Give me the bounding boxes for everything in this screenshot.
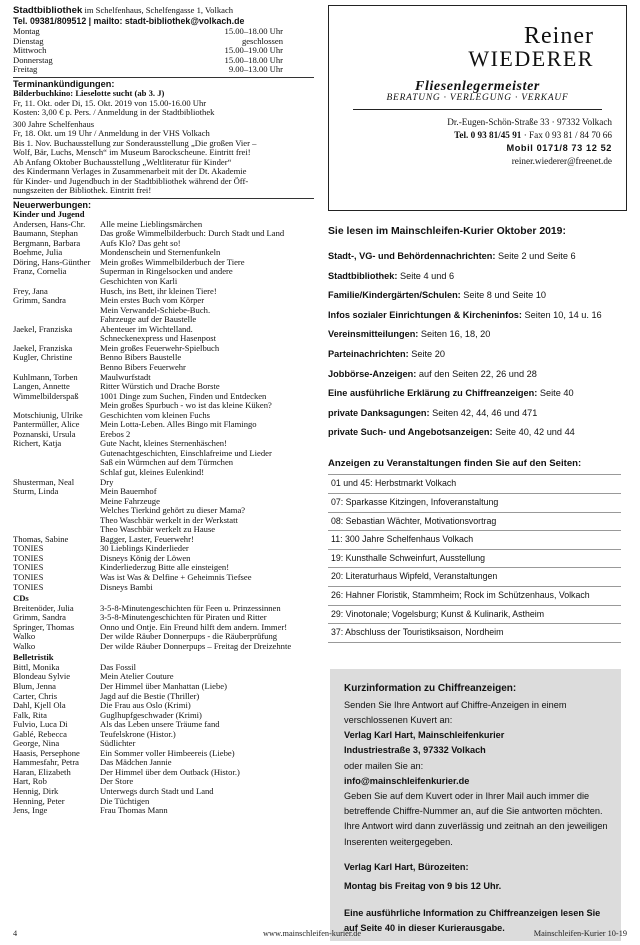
book-author <box>13 334 100 344</box>
book-title: Kinderliederzug Bitte alle einsteigen! <box>100 563 230 573</box>
chiffre-heading: Kurzinformation zu Chiffreanzeigen: <box>344 682 517 694</box>
book-title: Onno und Ontje. Ein Freund hilft dem andern. Immer! <box>100 622 288 632</box>
office-hours: Montag bis Freitag von 9 bis 12 Uhr. <box>344 881 502 892</box>
book-title: 3-5-8-Minutengeschichten für Feen u. Prinzessinnen <box>100 603 281 613</box>
kids-book-row <box>13 468 314 478</box>
schelfenhaus-line: Fr, 18. Okt. um 19 Uhr / Anmeldung in der VHS Volkach <box>13 128 210 139</box>
kids-book-row <box>13 401 314 411</box>
book-author: Kugler, Christine <box>13 353 73 363</box>
kids-book-row <box>13 583 314 593</box>
overview-item <box>328 325 627 345</box>
book-author <box>13 315 100 325</box>
book-title: Welches Tierkind gehört zu dieser Mama? <box>100 506 246 516</box>
book-author <box>13 458 100 468</box>
schelfenhaus-heading: 300 Jahre Schelfenhaus <box>13 118 95 129</box>
event-row: 01 und 45: Herbstmarkt Volkach <box>328 475 621 494</box>
book-title: Husch, ins Bett, ihr kleinen Tiere! <box>100 286 217 296</box>
library-contact[interactable]: Tel. 09381/809512 | mailto: stadt-bibliothek@volkach.de <box>13 15 245 26</box>
overview-pages: Seite 20 <box>408 348 445 359</box>
ad-profession: Fliesenlegermeister <box>415 79 540 94</box>
book-author: Baumann, Stephan <box>13 229 78 239</box>
overview-item <box>328 423 627 443</box>
book-title: Theo Waschbär werkelt in der Werkstatt <box>100 515 238 525</box>
schelfenhaus-line: für Kinder- und Jugendbuch in der Stadtbibliothek während der Öff- <box>13 175 249 186</box>
kids-book-row <box>13 449 314 459</box>
hours-time: 15.00–18.00 Uhr <box>224 26 283 37</box>
kids-list <box>13 220 314 592</box>
kids-book-row <box>13 544 314 554</box>
kids-book-row <box>13 411 314 421</box>
kids-book-row <box>13 239 314 249</box>
kids-book-row <box>13 229 314 239</box>
kids-book-row <box>13 439 314 449</box>
book-title: Die Tüchtigen <box>100 796 150 806</box>
kids-book-row <box>13 392 314 402</box>
events-heading: Anzeigen zu Veranstaltungen finden Sie auf den Seiten: <box>328 457 582 469</box>
ad-mobile: Mobil 0171/8 73 12 52 <box>506 143 612 154</box>
fiction-row <box>13 777 314 787</box>
book-title: Theo Waschbär werkelt zu Hause <box>100 525 216 535</box>
book-title: Meine Fahrzeuge <box>100 496 160 506</box>
fiction-row <box>13 711 314 721</box>
overview-item <box>328 384 627 404</box>
book-author: Dahl, Kjell Ola <box>13 701 66 711</box>
book-title: Ritter Würstich und Drache Borste <box>100 382 220 392</box>
office-hours-heading: Verlag Karl Hart, Bürozeiten: <box>344 861 469 872</box>
book-author: Walko <box>13 641 36 651</box>
book-title: Das Mädchen Jannie <box>100 758 172 768</box>
book-title: Mein Lotta-Leben. Alles Bingo mit Flamingo <box>100 420 257 430</box>
event-row: 20: Literaturhaus Wipfeld, Veranstaltungen <box>328 568 621 587</box>
overview-label: Parteinachrichten: <box>328 348 409 359</box>
kino-line: Fr, 11. Okt. oder Di, 15. Okt. 2019 von 15.00-16.00 Uhr <box>13 97 207 108</box>
fiction-row <box>13 739 314 749</box>
book-author: Fulvio, Luca Di <box>13 720 68 730</box>
overview-pages: Seite 8 und Seite 10 <box>460 290 547 301</box>
overview-pages: Seite 4 und 6 <box>397 270 455 281</box>
hours-day: Dienstag <box>13 35 44 46</box>
kino-details <box>13 99 314 118</box>
chiffre-intro: Senden Sie Ihre Antwort auf Chiffre-Anzeigen in einem verschlossenen Kuvert an: <box>344 699 567 726</box>
schelfenhaus-details <box>13 129 314 196</box>
kids-book-row <box>13 315 314 325</box>
kids-book-row <box>13 382 314 392</box>
cd-list <box>13 604 314 652</box>
book-author: Bergmann, Barbara <box>13 238 81 248</box>
book-author: Blum, Jenna <box>13 682 56 691</box>
kids-book-row <box>13 535 314 545</box>
kids-book-row <box>13 277 314 287</box>
book-author <box>13 468 100 478</box>
hours-day: Donnerstag <box>13 54 53 65</box>
kids-book-row <box>13 258 314 268</box>
fiction-row <box>13 720 314 730</box>
book-title: Disneys Bambi <box>100 582 153 592</box>
overview-list <box>328 247 627 443</box>
kids-book-row <box>13 420 314 430</box>
book-author: Walko <box>13 632 36 642</box>
book-title: Unterwegs durch Stadt und Land <box>100 787 214 797</box>
book-title: Jagd auf die Bestie (Thriller) <box>100 691 200 701</box>
ad-name-last: WIEDERER <box>468 46 594 71</box>
chiffre-or: oder mailen Sie an: <box>344 760 424 771</box>
schelfenhaus-line: Bis 1. Nov. Buchausstellung zur Sonderausstellung „Die großen Vier – <box>13 137 257 148</box>
overview-item <box>328 365 627 385</box>
wiederer-ad <box>328 5 627 211</box>
kids-book-row <box>13 516 314 526</box>
book-title: Die Frau aus Oslo (Krimi) <box>100 701 191 711</box>
kids-book-row <box>13 248 314 258</box>
overview-label: Familie/Kindergärten/Schulen: <box>328 290 461 301</box>
page-number: 4 <box>13 929 18 938</box>
book-author: Breitenöder, Julia <box>13 603 74 613</box>
book-author: TONIES <box>13 572 44 582</box>
overview-item <box>328 286 627 306</box>
overview-label: Jobbörse-Anzeigen: <box>328 368 417 379</box>
fiction-list <box>13 663 314 816</box>
hours-time: 15.00–19.00 Uhr <box>224 45 283 56</box>
event-row: 26: Hahner Floristik, Stammheim; Rock im Schützenhaus, Volkach <box>328 587 621 606</box>
event-row: 37: Abschluss der Touristiksaison, Nordheim <box>328 624 621 643</box>
book-author: Springer, Thomas <box>13 622 75 632</box>
book-title: Schlaf gut, kleines Eulenkind! <box>100 467 205 477</box>
overview-item <box>328 404 627 424</box>
ad-divider <box>353 109 602 110</box>
overview-label: Stadtbibliothek: <box>328 270 398 281</box>
book-title: Mondenschein und Sternenfunkeln <box>100 248 221 258</box>
schelfenhaus-line: Ab Anfang Oktober Buchausstellung „Weltliteratur für Kinder“ <box>13 156 232 167</box>
book-author: Henning, Peter <box>13 796 65 806</box>
kids-book-row <box>13 506 314 516</box>
book-title: Das große Wimmelbilderbuch: Durch Stadt und Land <box>100 229 285 239</box>
overview-item <box>328 267 627 287</box>
book-author: Richert, Katja <box>13 439 62 449</box>
event-row: 19: Kunsthalle Schweinfurt, Ausstellung <box>328 550 621 569</box>
kids-book-row <box>13 563 314 573</box>
overview-label: private Danksagungen: <box>328 407 430 418</box>
book-title: Schneckenexpress und Hasenpost <box>100 334 216 344</box>
book-author: TONIES <box>13 544 44 554</box>
fiction-row <box>13 692 314 702</box>
ad-address: Dr.-Eugen-Schön-Straße 33 · 97332 Volkach <box>447 117 612 128</box>
book-title: Der Store <box>100 777 134 787</box>
book-title: Maulwurfstadt <box>100 372 151 382</box>
overview-item <box>328 247 627 267</box>
book-title: Mein Bauernhof <box>100 487 157 497</box>
overview-item <box>328 345 627 365</box>
kids-heading: Kinder und Jugend <box>13 209 85 220</box>
book-author: Grimm, Sandra <box>13 296 66 306</box>
book-title: Superman in Ringelsocken und andere <box>100 267 233 277</box>
book-title: Gute Nacht, kleines Sternenhäschen! <box>100 439 227 449</box>
book-title: Der Himmel über dem Outback (Histor.) <box>100 767 240 777</box>
book-author <box>13 401 100 411</box>
book-title: 3-5-8-Minutengeschichten für Piraten und Ritter <box>100 613 267 623</box>
book-author <box>13 306 100 316</box>
book-author: Kuhlmann, Torben <box>13 372 78 382</box>
fiction-row <box>13 758 314 768</box>
book-title: Teufelskrone (Histor.) <box>100 729 176 739</box>
kids-book-row <box>13 573 314 583</box>
overview-label: Eine ausführliche Erklärung zu Chiffreanzeigen: <box>328 388 538 399</box>
footer-issue: Mainschleifen-Kurier 10-19 <box>533 929 627 938</box>
kids-book-row <box>13 306 314 316</box>
kids-book-row <box>13 373 314 383</box>
book-author: TONIES <box>13 563 44 573</box>
book-title: Als das Leben unsere Träume fand <box>100 720 220 730</box>
ad-email[interactable]: reiner.wiederer@freenet.de <box>511 156 612 167</box>
kids-book-row <box>13 220 314 230</box>
book-title: Mein erstes Buch vom Körper <box>100 296 205 306</box>
chiffre-instructions: Geben Sie auf dem Kuvert oder in Ihrer Mail auch immer die betreffende Chiffre-Nummer an, auf die Sie antworten möchten. Ihre Antwort wird dann zuverlässig und zeitnah an den jeweiligen Inserenten weitergegeben. <box>344 791 608 847</box>
issue-overview <box>322 225 627 443</box>
schelfenhaus-line: des Kindermann Verlages in Zusammenarbeit mit der Dt. Akademie <box>13 166 247 177</box>
cd-row <box>13 613 314 623</box>
kids-book-row <box>13 353 314 363</box>
book-title: Der wilde Räuber Donnerpups - die Räuberprüfung <box>100 632 278 642</box>
library-title: Stadtbibliothek im Schelfenhaus, Schelfengasse 1, Volkach <box>13 5 234 16</box>
book-title: Abenteuer im Wichtelland. <box>100 324 193 334</box>
overview-pages: Seite 2 und Seite 6 <box>495 251 576 261</box>
overview-label: Vereinsmitteilungen: <box>328 329 419 340</box>
book-author: Sturm, Linda <box>13 487 59 497</box>
book-author: Andersen, Hans-Chr. <box>13 219 86 229</box>
book-author: Pantermüller, Alice <box>13 420 80 430</box>
chiffre-info-box <box>330 669 621 941</box>
book-title: Mein großes Wimmelbilderbuch der Tiere <box>100 257 245 267</box>
right-column <box>322 5 627 941</box>
book-title: Geschichten vom kleinen Fuchs <box>100 410 211 420</box>
kids-book-row <box>13 458 314 468</box>
schelfenhaus-line: nungszeiten der Bibliothek. Eintritt frei! <box>13 185 152 196</box>
book-title: Erebos 2 <box>100 429 131 439</box>
book-title: Mein großes Feuerwehr-Spielbuch <box>100 343 220 353</box>
cd-row <box>13 642 314 652</box>
book-title: Frau Thomas Mann <box>100 806 168 816</box>
chiffre-address-1: Verlag Karl Hart, Mainschleifenkurier <box>344 730 505 741</box>
events-list <box>328 474 621 642</box>
kids-book-row <box>13 287 314 297</box>
book-author: Haasis, Persephone <box>13 748 80 758</box>
cd-row <box>13 623 314 633</box>
book-author: Shusterman, Neal <box>13 477 75 487</box>
kids-book-row <box>13 296 314 306</box>
book-author <box>13 516 100 526</box>
event-row: 08: Sebastian Wächter, Motivationsvortrag <box>328 513 621 532</box>
kids-book-row <box>13 487 314 497</box>
book-author: Blondeau Sylvie <box>13 672 71 682</box>
book-author: Gablé, Rebecca <box>13 729 67 739</box>
book-author <box>13 497 100 507</box>
book-author: Wimmelbilderspaß <box>13 391 79 401</box>
book-author: Bittl, Monika <box>13 662 60 672</box>
overview-pages: auf den Seiten 22, 26 und 28 <box>416 368 537 379</box>
fiction-row <box>13 797 314 807</box>
ad-services: BERATUNG · VERLEGUNG · VERKAUF <box>386 92 569 103</box>
cd-row <box>13 632 314 642</box>
book-author: TONIES <box>13 553 44 563</box>
book-title: Mein großes Spurbuch - wo ist das kleine Küken? <box>100 401 272 411</box>
overview-item <box>328 306 627 326</box>
book-title: Dry <box>100 477 114 487</box>
book-author <box>13 449 100 459</box>
book-title: Was ist Was & Delfine + Geheimnis Tiefsee <box>100 572 252 582</box>
book-author: Langen, Annette <box>13 382 70 392</box>
book-author: Frey, Jana <box>13 286 48 296</box>
kids-book-row <box>13 334 314 344</box>
hours-day: Mittwoch <box>13 45 47 56</box>
book-author: Jaekel, Franziska <box>13 343 73 353</box>
new-acquisitions-heading: Neuerwerbungen: <box>13 198 314 210</box>
opening-hours <box>13 27 283 75</box>
book-title: Das Fossil <box>100 662 137 672</box>
library-column <box>13 5 314 925</box>
page-footer <box>13 929 627 941</box>
book-title: Alle meine Lieblingsmärchen <box>100 219 203 229</box>
chiffre-address-2: Industriestraße 3, 97332 Volkach <box>344 745 486 756</box>
book-title: Bagger, Laster, Feuerwehr! <box>100 534 194 544</box>
book-author: Jaekel, Franziska <box>13 324 73 334</box>
kids-book-row <box>13 344 314 354</box>
event-row: 29: Vinotonale; Vogelsburg; Kunst & Kulinarik, Astheim <box>328 606 621 625</box>
book-title: Der wilde Räuber Donnerpups – Freitag der Dreizehnte <box>100 641 292 651</box>
book-author: Poznanski, Ursula <box>13 429 76 439</box>
overview-pages: Seiten 42, 44, 46 und 471 <box>429 407 538 418</box>
kids-book-row <box>13 325 314 335</box>
book-author <box>13 363 100 373</box>
fiction-row <box>13 672 314 682</box>
book-title: Benno Bibers Baustelle <box>100 353 182 363</box>
cd-heading: CDs <box>13 593 29 604</box>
book-title: Disneys König der Löwen <box>100 553 191 563</box>
book-title: Saß ein Würmchen auf dem Türmchen <box>100 458 234 468</box>
book-title: Benno Bibers Feuerwehr <box>100 362 186 372</box>
kids-book-row <box>13 497 314 507</box>
book-author: Falk, Rita <box>13 710 47 720</box>
book-author: Carter, Chris <box>13 691 58 701</box>
book-author: George, Nina <box>13 739 60 749</box>
fiction-row <box>13 663 314 673</box>
book-author: Haran, Elizabeth <box>13 767 71 777</box>
book-author: TONIES <box>13 582 44 592</box>
kino-line: Kosten: 3,00 € p. Pers. / Anmeldung in der Stadtbibliothek <box>13 107 215 118</box>
kids-book-row <box>13 363 314 373</box>
kids-book-row <box>13 478 314 488</box>
book-author: Grimm, Sandra <box>13 613 66 623</box>
kids-book-row <box>13 430 314 440</box>
cd-row <box>13 604 314 614</box>
book-title: 1001 Dinge zum Suchen, Finden und Entdecken <box>100 391 267 401</box>
event-row: 11: 300 Jahre Schelfenhaus Volkach <box>328 531 621 550</box>
overview-pages: Seite 40 <box>537 388 574 399</box>
book-title: Gutenachtgeschichten, Einschlafreime und Lieder <box>100 448 272 458</box>
book-title: Mein Verwandel-Schiebe-Buch. <box>100 305 211 315</box>
fiction-heading: Belletristik <box>13 652 54 663</box>
book-title: Südlichter <box>100 739 136 749</box>
overview-heading: Sie lesen im Mainschleifen-Kurier Oktober 2019: <box>328 226 566 237</box>
hours-day: Montag <box>13 26 40 37</box>
book-author: Boehme, Julia <box>13 248 63 258</box>
fiction-row <box>13 682 314 692</box>
overview-label: Infos sozialer Einrichtungen & Kircheninfos: <box>328 309 522 320</box>
kids-book-row <box>13 525 314 535</box>
book-title: Der Himmel über Manhattan (Liebe) <box>100 682 227 691</box>
book-title: 30 Lieblings Kinderlieder <box>100 544 189 554</box>
book-title: Fahrzeuge auf der Baustelle <box>100 315 197 325</box>
termine-heading: Terminankündigungen: <box>13 77 314 89</box>
overview-pages: Seiten 10, 14 u. 16 <box>521 309 602 320</box>
chiffre-more-info: Eine ausführliche Information zu Chiffreanzeigen lesen Sie auf Seite 40 in dieser Kurierausgabe. <box>344 908 601 934</box>
chiffre-email[interactable]: info@mainschleifenkurier.de <box>344 775 470 786</box>
hours-time: 15.00–18.00 Uhr <box>224 54 283 65</box>
book-author: Hammesfahr, Petra <box>13 758 79 768</box>
fiction-row <box>13 701 314 711</box>
book-author: Motschiunig, Ulrike <box>13 410 83 420</box>
event-row: 07: Sparkasse Kitzingen, Infoveranstaltung <box>328 494 621 513</box>
book-title: Guglhupfgeschwader (Krimi) <box>100 710 202 720</box>
ad-contact <box>343 116 612 168</box>
schelfenhaus-line: Wolf, Bär, Luchs, Mensch“ im Museum Barockscheune. Eintritt frei! <box>13 147 251 158</box>
hours-time: geschlossen <box>241 35 283 46</box>
overview-pages: Seiten 16, 18, 20 <box>418 329 491 340</box>
hours-day: Freitag <box>13 64 38 75</box>
ad-phone: Tel. 0 93 81/45 91 · Fax 0 93 81 / 84 70 66 <box>454 130 612 141</box>
fiction-row <box>13 768 314 778</box>
book-author <box>13 277 100 287</box>
book-author: Thomas, Sabine <box>13 534 69 544</box>
book-author: Jens, Inge <box>13 806 48 816</box>
hours-time: 9.00–13.00 Uhr <box>228 64 283 75</box>
footer-url[interactable]: www.mainschleifen-kurier.de <box>263 929 362 938</box>
overview-label: private Such- und Angebotsanzeigen: <box>328 427 493 438</box>
book-author: Döring, Hans-Günther <box>13 257 91 267</box>
kids-book-row <box>13 554 314 564</box>
kids-book-row <box>13 267 314 277</box>
book-title: Ein Sommer voller Himbeereis (Liebe) <box>100 748 235 758</box>
fiction-row <box>13 749 314 759</box>
book-author: Franz, Cornelia <box>13 267 67 277</box>
fiction-row <box>13 787 314 797</box>
overview-label: Stadt-, VG- und Behördennachrichten: <box>328 251 496 261</box>
book-author <box>13 506 100 516</box>
fiction-row <box>13 806 314 816</box>
book-author: Hart, Rob <box>13 777 47 787</box>
fiction-row <box>13 730 314 740</box>
book-author: Hennig, Dirk <box>13 787 59 797</box>
book-title: Aufs Klo? Das geht so! <box>100 238 181 248</box>
overview-pages: Seite 40, 42 und 44 <box>492 427 575 438</box>
kino-heading: Bilderbuchkino: Lieselotte sucht (ab 3. J) <box>13 87 165 98</box>
book-title: Mein Atelier Couture <box>100 672 174 682</box>
book-title: Geschichten von Karli <box>100 277 178 287</box>
book-author <box>13 525 100 535</box>
ad-name-first: Reiner <box>524 23 594 49</box>
hours-row <box>13 65 283 75</box>
